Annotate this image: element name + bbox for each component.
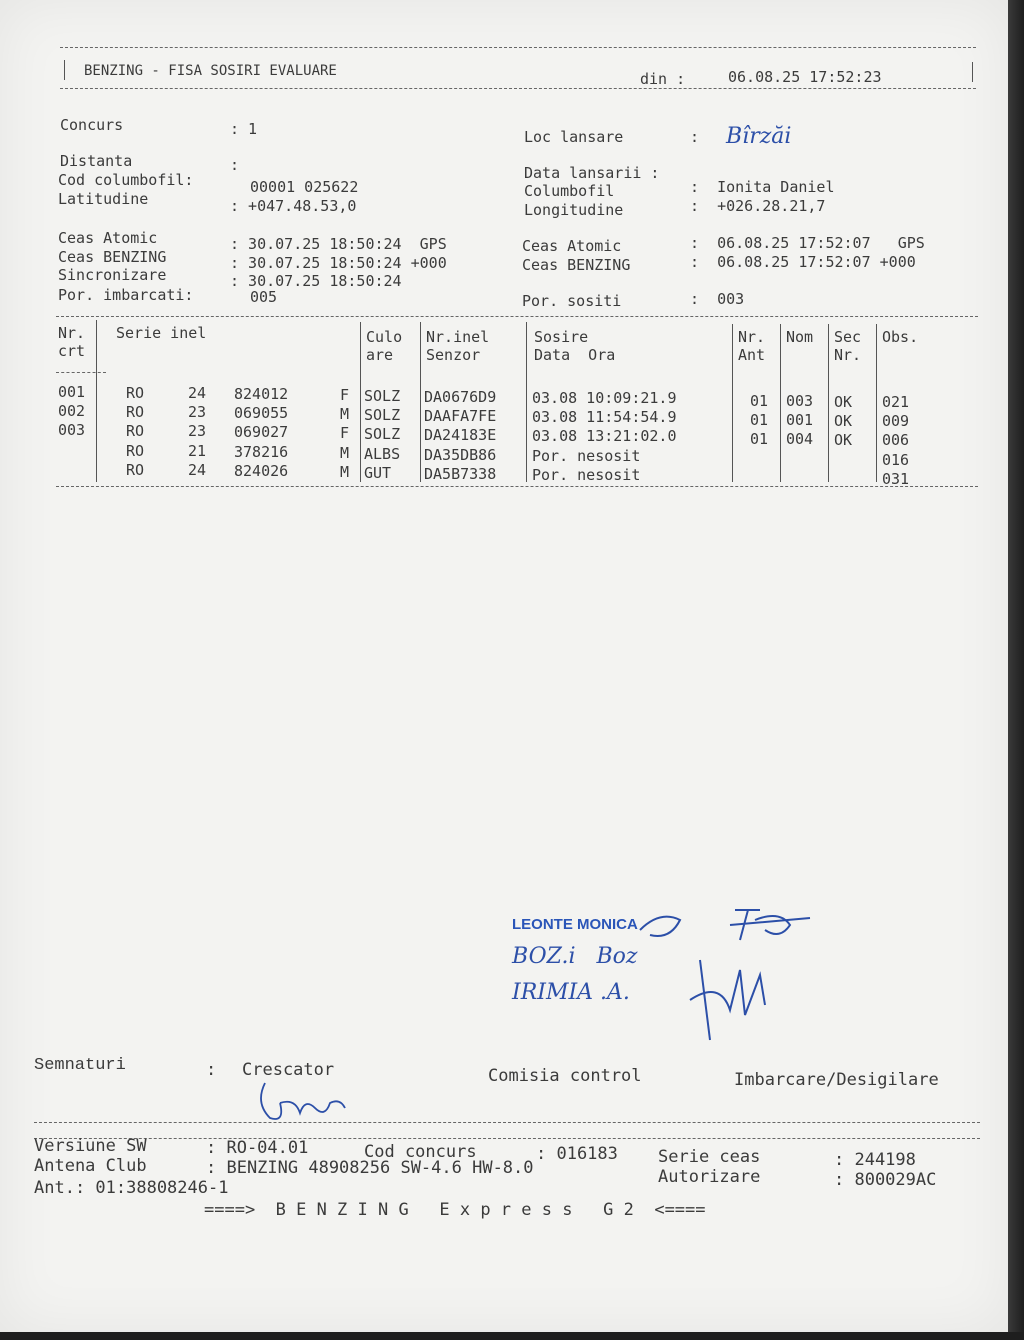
- footer-top-rule: [34, 1122, 980, 1123]
- table-cell-an: 23: [188, 422, 207, 440]
- ant-line: Ant.: 01:38808246-1: [34, 1178, 229, 1198]
- distanta-label: Distanta: [60, 152, 133, 170]
- ceas-benzing-right-label: Ceas BENZING: [522, 256, 631, 274]
- benzing-express-line: ====> B E N Z I N G E x p r e s s G 2 <====: [204, 1200, 706, 1220]
- table-cell-sec: OK: [834, 393, 853, 411]
- col-line-8: [876, 324, 877, 482]
- table-cell-senzor: DA0676D9: [424, 388, 497, 406]
- table-cell-sosire: Por. nesosit: [532, 466, 641, 484]
- th-data-ora: Data Ora: [534, 346, 616, 364]
- th-ant: Ant: [738, 346, 766, 364]
- table-cell-culoare: GUT: [364, 464, 392, 482]
- table-cell-crt: 001: [58, 383, 86, 401]
- table-cell-sex: M: [340, 463, 350, 481]
- table-cell-obs: 016: [882, 451, 910, 469]
- th-serie-inel: Serie inel: [116, 324, 207, 342]
- th-obs: Obs.: [882, 328, 919, 346]
- table-cell-culoare: SOLZ: [364, 425, 401, 443]
- col-line-7: [828, 324, 829, 482]
- th-nom: Nom: [786, 328, 814, 346]
- ceas-atomic-left-label: Ceas Atomic: [58, 229, 158, 247]
- handwritten-line-2: IRIMIA .A.: [512, 980, 630, 1005]
- table-cell-an: 23: [188, 403, 207, 421]
- table-cell-nr: 824026: [234, 462, 289, 480]
- longitudine-value: : +026.28.21,7: [690, 197, 826, 215]
- table-cell-sec: OK: [834, 431, 853, 449]
- table-cell-obs: 009: [882, 412, 910, 430]
- cod-columbofil-value: 00001 025622: [250, 178, 359, 196]
- table-cell-nom: 004: [786, 430, 814, 448]
- por-sositi-label: Por. sositi: [522, 292, 622, 310]
- table-header-rule: [56, 372, 106, 373]
- th-culo: Culo: [366, 328, 403, 346]
- loc-lansare-sep: :: [690, 128, 700, 146]
- columbofil-label: Columbofil: [524, 182, 615, 200]
- header-left-border: [64, 60, 65, 80]
- col-line-1: [96, 320, 97, 482]
- th-sosire: Sosire: [534, 328, 589, 346]
- table-cell-ant: 01: [750, 411, 769, 429]
- table-cell-senzor: DA35DB86: [424, 446, 497, 464]
- table-cell-sec: OK: [834, 412, 853, 430]
- autorizare-label: Autorizare: [658, 1167, 761, 1187]
- table-cell-ant: 01: [750, 430, 769, 448]
- table-cell-obs: 021: [882, 393, 910, 411]
- ceas-benzing-right-value: : 06.08.25 17:52:07 +000: [690, 253, 916, 271]
- por-sositi-value: : 003: [690, 290, 745, 308]
- th-nr-ant: Nr.: [738, 328, 766, 346]
- antena-label: Antena Club: [34, 1156, 147, 1176]
- table-cell-crt: 002: [58, 402, 86, 420]
- autorizare-value: : 800029AC: [834, 1170, 937, 1190]
- th-sec: Sec: [834, 328, 862, 346]
- crescator-signature: [250, 1078, 360, 1128]
- footer-second-rule: [34, 1138, 980, 1139]
- cod-concurs-value: : 016183: [536, 1144, 618, 1164]
- ceas-benzing-left-value: : 30.07.25 18:50:24 +000: [230, 254, 447, 272]
- ceas-atomic-right-label: Ceas Atomic: [522, 237, 622, 255]
- table-cell-an: 21: [188, 442, 207, 460]
- ceas-atomic-right-value: : 06.08.25 17:52:07 GPS: [690, 234, 925, 252]
- concurs-value: : 1: [230, 120, 258, 138]
- semnaturi-sep: :: [206, 1060, 217, 1080]
- table-cell-nr: 069027: [234, 423, 289, 441]
- table-bottom-rule: [56, 486, 978, 487]
- table-cell-senzor: DAAFA7FE: [424, 407, 497, 425]
- col-line-6: [780, 324, 781, 482]
- table-cell-nr: 378216: [234, 443, 289, 461]
- antena-value: : BENZING 48908256 SW-4.6 HW-8.0: [206, 1158, 534, 1178]
- table-cell-nr: 069055: [234, 404, 289, 422]
- concurs-label: Concurs: [60, 116, 124, 134]
- ceas-atomic-left-value: : 30.07.25 18:50:24 GPS: [230, 235, 447, 253]
- table-cell-sex: M: [340, 405, 350, 423]
- stamp-name: LEONTE MONICA: [512, 916, 638, 933]
- col-line-2: [360, 322, 361, 482]
- data-lansarii-label: Data lansarii :: [524, 164, 660, 182]
- table-cell-culoare: SOLZ: [364, 406, 401, 424]
- table-cell-nom: 001: [786, 411, 814, 429]
- longitudine-label: Longitudine: [524, 201, 624, 219]
- table-cell-culoare: ALBS: [364, 445, 401, 463]
- sincronizare-label: Sincronizare: [58, 266, 167, 284]
- table-cell-ant: 01: [750, 392, 769, 410]
- table-cell-an: 24: [188, 461, 207, 479]
- col-line-5: [732, 324, 733, 482]
- table-cell-nr: 824012: [234, 385, 289, 403]
- por-imbarcati-value: 005: [250, 288, 278, 306]
- header-din-value: 06.08.25 17:52:23: [728, 68, 882, 86]
- table-cell-culoare: SOLZ: [364, 387, 401, 405]
- latitudine-label: Latitudine: [58, 190, 149, 208]
- table-cell-senzor: DA5B7338: [424, 465, 497, 483]
- table-cell-tara: RO: [126, 403, 145, 421]
- page-edge-bottom: [0, 1332, 1024, 1340]
- table-cell-an: 24: [188, 384, 207, 402]
- table-cell-sex: F: [340, 386, 350, 404]
- header-bottom-rule: [60, 88, 976, 89]
- col-line-4: [526, 322, 527, 482]
- header-din-label: din :: [640, 70, 686, 88]
- table-cell-obs: 006: [882, 431, 910, 449]
- table-top-rule: [56, 316, 978, 317]
- header-title: BENZING - FISA SOSIRI EVALUARE: [84, 63, 337, 79]
- serie-ceas-label: Serie ceas: [658, 1147, 761, 1167]
- table-cell-sex: F: [340, 424, 350, 442]
- table-cell-nom: 003: [786, 392, 814, 410]
- loc-lansare-handwritten: Bîrzăi: [726, 124, 792, 149]
- page-edge-right: [1008, 0, 1024, 1340]
- versiune-value: : RO-04.01: [206, 1138, 309, 1158]
- distanta-value: :: [230, 156, 240, 174]
- table-cell-tara: RO: [126, 442, 145, 460]
- commission-signatures: [630, 890, 830, 1060]
- th-nr: Nr.: [58, 324, 86, 342]
- th-senzor: Senzor: [426, 346, 481, 364]
- columbofil-value: : Ionita Daniel: [690, 178, 835, 196]
- header-right-border: [972, 62, 973, 82]
- sincronizare-value: : 30.07.25 18:50:24: [230, 272, 402, 290]
- th-sec-nr: Nr.: [834, 346, 862, 364]
- th-nr-inel: Nr.inel: [426, 328, 490, 346]
- table-cell-obs: 031: [882, 470, 910, 488]
- cod-concurs-label: Cod concurs: [364, 1142, 477, 1162]
- semnaturi-label: Semnaturi: [34, 1056, 126, 1075]
- table-cell-tara: RO: [126, 461, 145, 479]
- table-cell-sex: M: [340, 444, 350, 462]
- por-imbarcati-label: Por. imbarcati:: [58, 286, 194, 304]
- ceas-benzing-left-label: Ceas BENZING: [58, 248, 167, 266]
- table-cell-sosire: Por. nesosit: [532, 447, 641, 465]
- handwritten-line-1: BOZ.i Boz: [512, 944, 638, 969]
- cod-columbofil-label: Cod columbofil:: [58, 171, 194, 189]
- table-cell-sosire: 03.08 13:21:02.0: [532, 427, 677, 445]
- table-cell-senzor: DA24183E: [424, 426, 497, 444]
- table-cell-tara: RO: [126, 384, 145, 402]
- table-cell-sosire: 03.08 10:09:21.9: [532, 389, 677, 407]
- col-line-3: [420, 322, 421, 482]
- imbarcare-desigilare-label: Imbarcare/Desigilare: [734, 1070, 939, 1090]
- versiune-label: Versiune SW: [34, 1136, 147, 1156]
- serie-ceas-value: : 244198: [834, 1150, 916, 1170]
- comisia-control-label: Comisia control: [488, 1066, 642, 1086]
- table-cell-sosire: 03.08 11:54:54.9: [532, 408, 677, 426]
- th-are: are: [366, 346, 394, 364]
- loc-lansare-label: Loc lansare: [524, 128, 624, 146]
- crescator-label: Crescator: [242, 1060, 335, 1080]
- th-crt: crt: [58, 342, 86, 360]
- latitudine-value: : +047.48.53,0: [230, 197, 357, 215]
- table-cell-tara: RO: [126, 422, 145, 440]
- table-cell-crt: 003: [58, 421, 86, 439]
- header-top-rule: [60, 47, 976, 48]
